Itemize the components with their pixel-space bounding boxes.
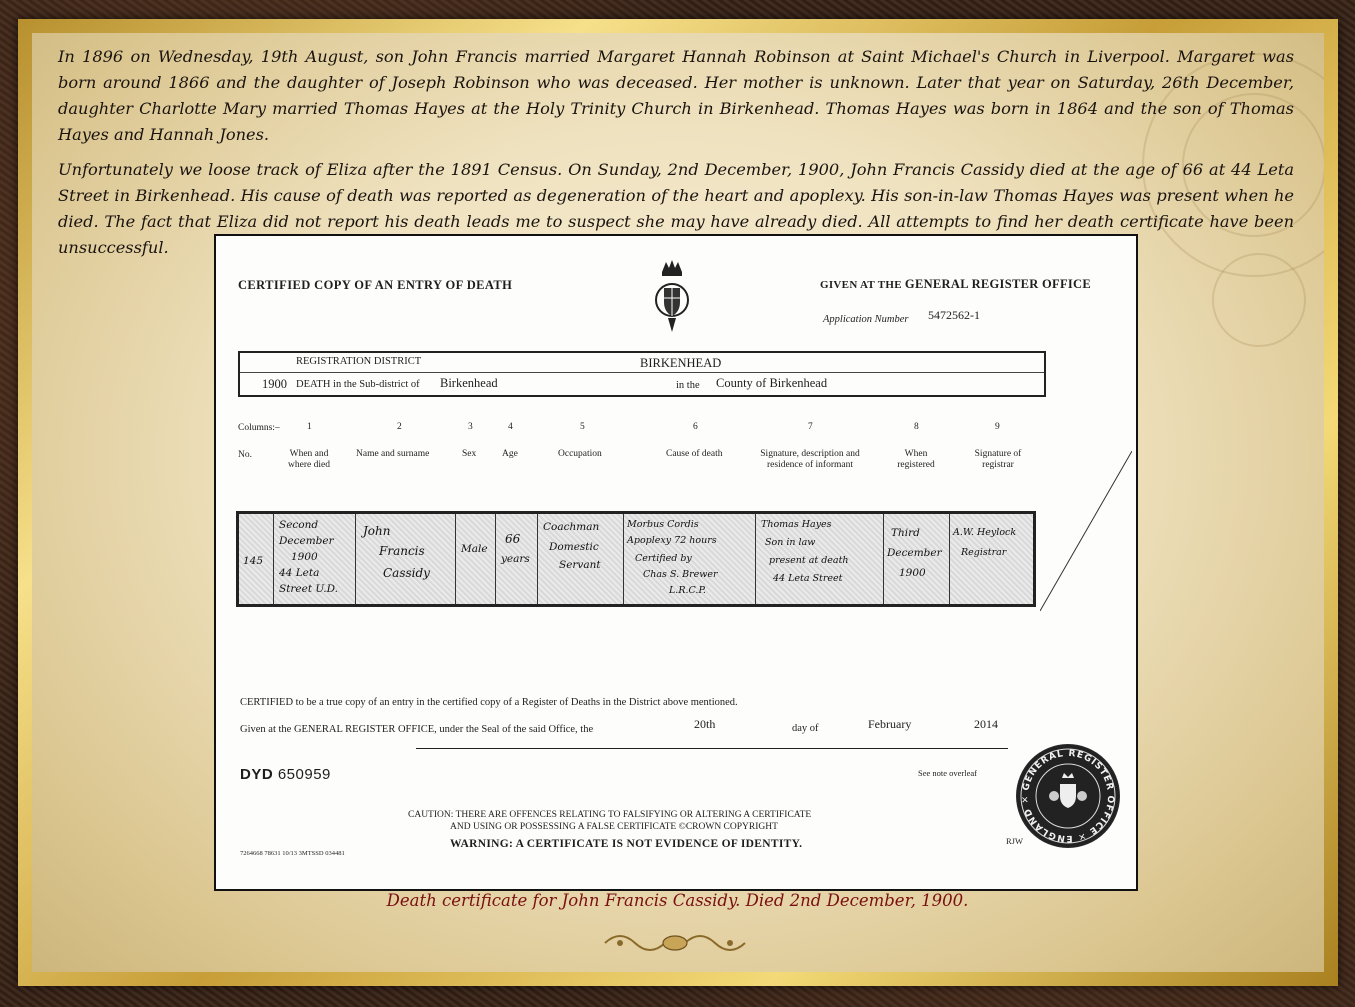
occupation: Servant	[559, 559, 601, 571]
column-number: 7	[808, 422, 813, 432]
certified-text: CERTIFIED to be a true copy of an entry in the certified copy of a Register of Deaths in the District above mentioned.	[240, 697, 738, 708]
certificate-month: February	[868, 717, 912, 731]
caution-text: AND USING OR POSSESSING A FALSE CERTIFICATE ©CROWN COPYRIGHT	[450, 822, 778, 832]
day-of-label: day of	[792, 723, 819, 734]
column-heading: When registered	[897, 449, 935, 470]
cause-of-death: Certified by	[635, 553, 692, 564]
column-heading: Age	[502, 449, 518, 459]
registrar-signature: A.W. Heylock	[953, 527, 1017, 538]
general-register-office-seal	[1016, 744, 1120, 848]
warning-text: WARNING: A CERTIFICATE IS NOT EVIDENCE OF IDENTITY.	[450, 838, 803, 850]
story-paragraph-1: In 1896 on Wednesday, 19th August, son John Francis married Margaret Hannah Robinson at Saint Michael's Church in Liverpool. Margaret was born around 1866 and the daughter of Joseph Robinson who was deceased. Her mother is unknown. Later that year on Saturday, 26th December, daughter Charlotte Mary married Thomas Hayes at the Holy Trinity Church in Birkenhead. Thomas Hayes was born in 1864 and the son of Thomas Hayes and Hannah Jones.	[58, 47, 1294, 144]
column-number: 9	[995, 422, 1000, 432]
see-note: See note overleaf	[918, 768, 977, 778]
in-the-label: in the	[676, 380, 700, 391]
sex: Male	[461, 543, 488, 555]
subdistrict: Birkenhead	[440, 376, 498, 390]
informant: 44 Leta Street	[773, 573, 843, 584]
entry-cell	[455, 514, 496, 604]
deceased-name: John	[363, 524, 391, 538]
given-text: Given at the GENERAL REGISTER OFFICE, under the Seal of the said Office, the	[240, 724, 594, 735]
informant: Thomas Hayes	[761, 519, 832, 530]
serial-digits: 650959	[277, 766, 331, 783]
certificate-year: 2014	[974, 717, 998, 731]
cause-of-death: L.R.C.P.	[669, 585, 706, 596]
given-at-heading	[820, 277, 1091, 292]
registration-district: BIRKENHEAD	[640, 356, 722, 370]
column-number: 6	[693, 422, 698, 432]
diagonal-cancel-line	[1040, 451, 1132, 611]
when-where-died: 44 Leta	[279, 567, 320, 579]
initials: RJW	[1006, 836, 1023, 846]
column-heading: Cause of death	[666, 449, 723, 459]
age: 66	[505, 532, 521, 546]
when-registered: Third	[891, 527, 920, 539]
cause-of-death: Morbus Cordis	[627, 519, 699, 530]
column-number: 2	[397, 422, 402, 432]
when-where-died: Street U.D.	[279, 583, 339, 595]
informant: Son in law	[765, 537, 816, 548]
column-heading: Signature of registrar	[974, 449, 1022, 470]
column-number: 5	[580, 422, 585, 432]
subdistrict-label: DEATH in the Sub-district of	[296, 379, 420, 390]
serial-prefix: DYD	[240, 766, 274, 783]
death-year: 1900	[262, 377, 287, 391]
occupation: Coachman	[543, 521, 600, 533]
when-where-died: 1900	[291, 551, 318, 563]
county: County of Birkenhead	[716, 376, 828, 390]
story-paragraph-2: Unfortunately we loose track of Eliza after the 1891 Census. On Sunday, 2nd December, 1900, John Francis Cassidy died at the age of 66 at 44 Leta Street in Birkenhead. His cause of death was reported as degeneration of the heart and apoplexy. His son-in-law Thomas Hayes was present when he died. The fact that Eliza did not report his death leads me to suspect she may have already died. All attempts to find her death certificate have been unsuccessful.	[58, 160, 1294, 257]
registration-district-label: REGISTRATION DISTRICT	[296, 356, 422, 367]
death-certificate	[214, 234, 1138, 891]
certificate-title: CERTIFIED COPY OF AN ENTRY OF DEATH	[238, 278, 513, 292]
caution-text: CAUTION: THERE ARE OFFENCES RELATING TO FALSIFYING OR ALTERING A CERTIFICATE	[408, 810, 812, 820]
deceased-name: Francis	[379, 544, 425, 558]
column-heading: Occupation	[558, 449, 602, 459]
when-registered: December	[887, 547, 942, 559]
when-where-died: December	[279, 535, 334, 547]
cause-of-death: Chas S. Brewer	[643, 569, 718, 580]
date-rule	[416, 748, 1008, 749]
flourish-ornament-icon	[600, 928, 750, 958]
entry-number: 145	[243, 555, 264, 567]
column-number: 1	[307, 422, 312, 432]
deceased-name: Cassidy	[383, 566, 430, 580]
when-where-died: Second	[279, 519, 319, 531]
certificate-caption: Death certificate for John Francis Cassidy. Died 2nd December, 1900.	[386, 891, 969, 910]
no-label: No.	[238, 450, 252, 460]
royal-crest-icon	[654, 258, 690, 336]
certificate-day: 20th	[694, 717, 716, 731]
registration-district-box	[238, 351, 1046, 397]
informant: present at death	[769, 555, 849, 566]
column-heading: Sex	[462, 449, 477, 459]
column-number: 4	[508, 422, 513, 432]
columns-label: Columns:–	[238, 423, 280, 433]
print-code: 7264668 78631 10/13 3MTSSD 034481	[240, 850, 345, 857]
column-number: 3	[468, 422, 473, 432]
column-heading: Name and surname	[356, 449, 430, 459]
given-prefix: GIVEN AT THE	[820, 279, 902, 291]
serial-number	[240, 766, 331, 783]
given-office: GENERAL REGISTER OFFICE	[904, 277, 1092, 291]
when-registered: 1900	[899, 567, 926, 579]
cause-of-death: Apoplexy 72 hours	[627, 535, 717, 546]
age: years	[501, 553, 530, 565]
registrar-signature: Registrar	[961, 547, 1007, 558]
occupation: Domestic	[549, 541, 599, 553]
application-number: 5472562-1	[928, 308, 980, 322]
column-heading: Signature, description and residence of informant	[760, 449, 860, 470]
seal-text: GENERAL REGISTER OFFICE ✕ ENGLAND ✕	[1020, 748, 1116, 844]
column-heading: When and where died	[288, 449, 330, 470]
divider	[240, 372, 1044, 373]
register-entry	[236, 511, 1036, 607]
application-number-label: Application Number	[823, 314, 909, 325]
column-number: 8	[914, 422, 919, 432]
